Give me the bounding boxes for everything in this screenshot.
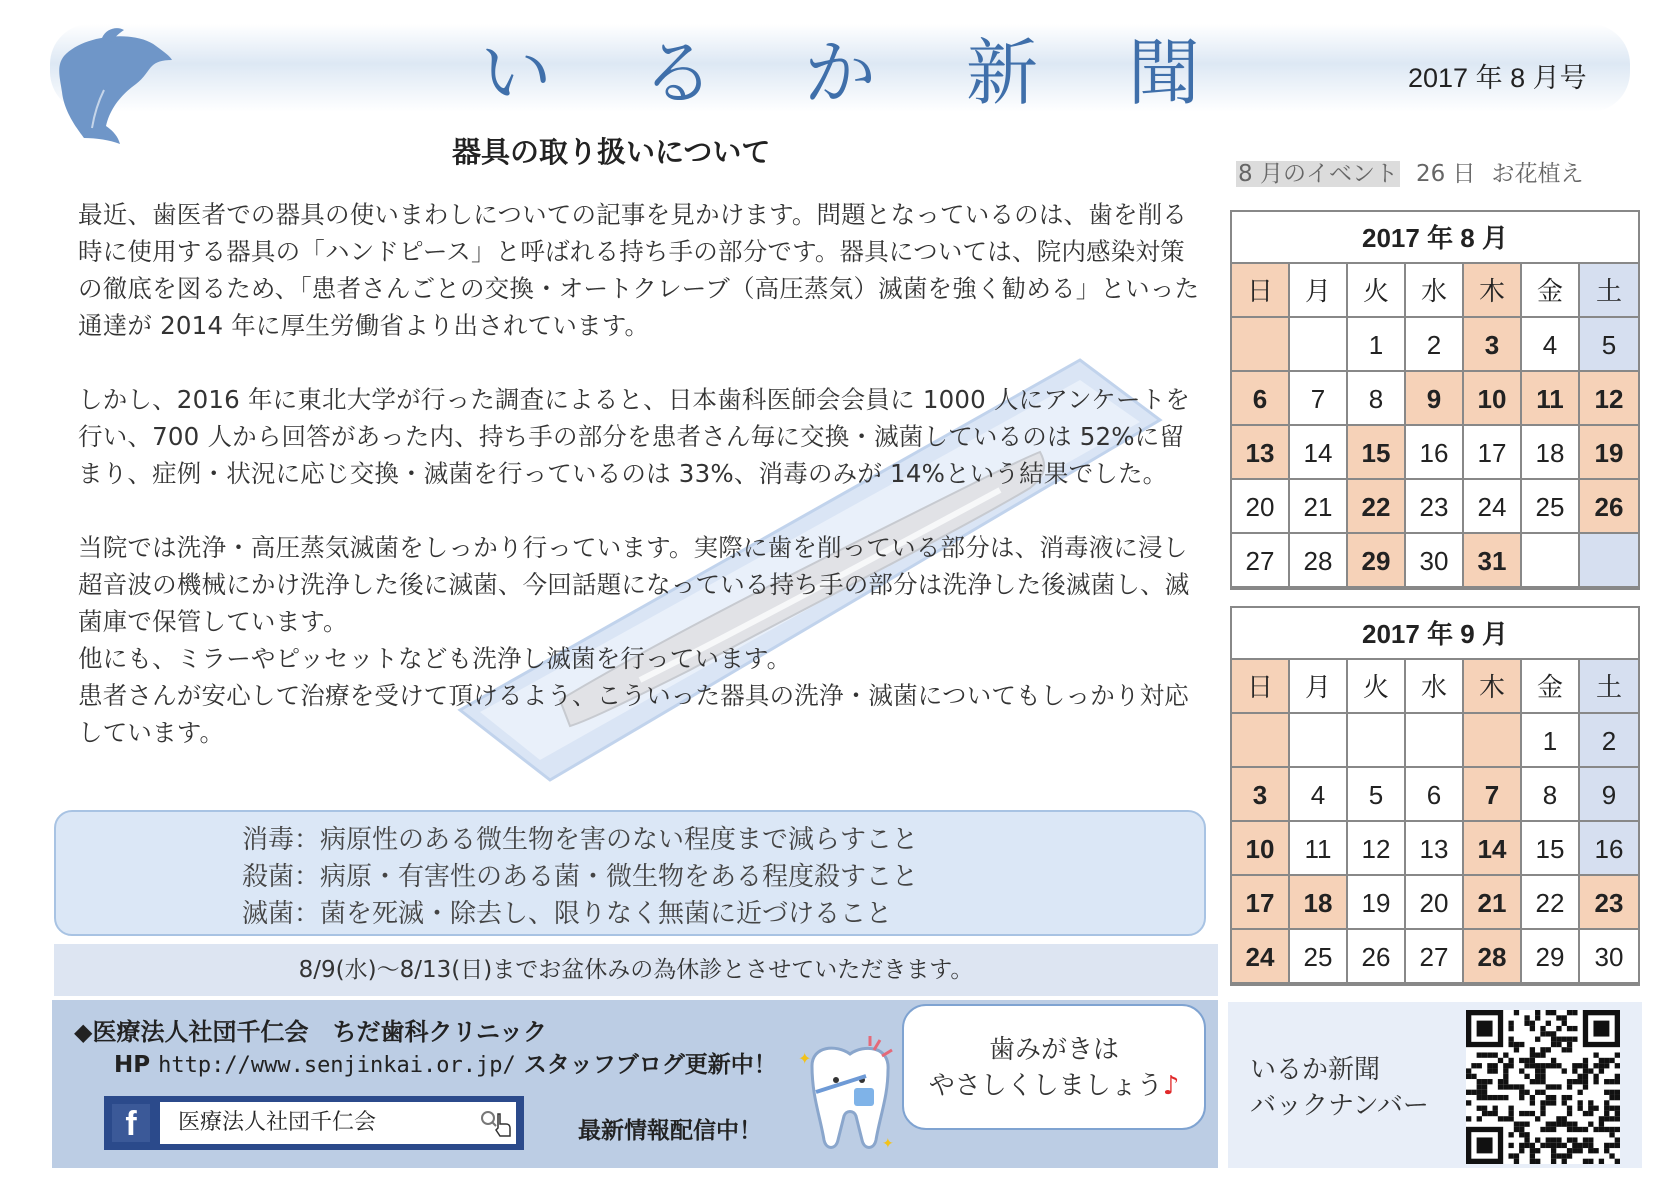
glossary-item: 消毒：病原性のある微生物を害のない程度まで減らすこと (242, 825, 919, 855)
calendar-grid (1232, 660, 1638, 984)
calendar-day: 30 (1580, 930, 1638, 984)
glossary-box (54, 810, 1206, 936)
article-body (78, 196, 1208, 751)
facebook-search-field[interactable] (160, 1102, 516, 1144)
newsletter-title (480, 22, 1200, 115)
calendar-day: 21 (1464, 876, 1522, 930)
calendar-day (1290, 318, 1348, 372)
calendar-day: 6 (1406, 768, 1464, 822)
search-pointer-icon (478, 1106, 512, 1140)
calendar-weekday: 木 (1464, 660, 1522, 714)
calendar-day: 18 (1522, 426, 1580, 480)
calendar-day: 9 (1580, 768, 1638, 822)
calendar-day: 24 (1232, 930, 1290, 984)
facebook-icon: f (112, 1104, 150, 1142)
calendar-day: 14 (1464, 822, 1522, 876)
calendar-day: 13 (1232, 426, 1290, 480)
article-paragraph: しかし、2016 年に東北大学が行った調査によると、日本歯科医師会会員に 1000 人にアンケートを行い、700 人から回答があった内、持ち手の部分を患者さん毎に交換・滅菌しているのは 52%に留まり、症例・状況に応じ交換・滅菌を行っているのは 33%、消毒のみが 14%という結果でした。 (78, 385, 1191, 488)
calendar-weekday: 金 (1522, 660, 1580, 714)
calendar-weekday: 木 (1464, 264, 1522, 318)
calendar-day: 15 (1348, 426, 1406, 480)
calendar-weekday: 月 (1290, 264, 1348, 318)
monthly-events (1236, 155, 1584, 188)
calendar-day: 5 (1580, 318, 1638, 372)
title-char: か (803, 31, 876, 115)
title-char: 聞 (1127, 31, 1200, 115)
title-char: い (480, 31, 553, 115)
article-paragraph: 他にも、ミラーやピッセットなども洗浄し滅菌を行っています。 (78, 644, 792, 673)
calendar-day: 28 (1290, 534, 1348, 588)
calendar-day: 21 (1290, 480, 1348, 534)
glossary-item: 滅菌：菌を死滅・除去し、限りなく無菌に近づけること (242, 899, 893, 929)
calendar-day: 22 (1348, 480, 1406, 534)
calendar-day: 6 (1232, 372, 1290, 426)
calendar-day: 19 (1580, 426, 1638, 480)
calendar-day: 20 (1406, 876, 1464, 930)
calendar-day: 23 (1406, 480, 1464, 534)
calendar-day: 12 (1580, 372, 1638, 426)
calendar-weekday: 火 (1348, 660, 1406, 714)
calendar-day: 30 (1406, 534, 1464, 588)
calendar-day: 17 (1232, 876, 1290, 930)
calendar-day: 25 (1522, 480, 1580, 534)
calendar-day: 14 (1290, 426, 1348, 480)
calendar-day: 11 (1522, 372, 1580, 426)
calendar-weekday: 金 (1522, 264, 1580, 318)
qr-code[interactable] (1466, 1010, 1620, 1164)
calendar-day (1348, 714, 1406, 768)
calendar-day: 31 (1464, 534, 1522, 588)
calendar-day: 4 (1522, 318, 1580, 372)
calendar-weekday: 水 (1406, 660, 1464, 714)
calendar-weekday: 火 (1348, 264, 1406, 318)
speech-bubble (902, 1004, 1206, 1130)
blog-update-text: スタッフブログ更新中！ (523, 1052, 777, 1078)
calendar-day: 2 (1406, 318, 1464, 372)
calendar-day: 15 (1522, 822, 1580, 876)
issue-date: 2017 年 8 月号 (1408, 63, 1587, 93)
clinic-homepage (114, 1046, 777, 1079)
calendar-day: 9 (1406, 372, 1464, 426)
calendar-day: 27 (1232, 534, 1290, 588)
calendar-day: 11 (1290, 822, 1348, 876)
calendar-weekday: 日 (1232, 660, 1290, 714)
calendar-day: 10 (1232, 822, 1290, 876)
calendar-day: 18 (1290, 876, 1348, 930)
calendar-day (1406, 714, 1464, 768)
calendar-day: 3 (1464, 318, 1522, 372)
calendar-day: 2 (1580, 714, 1638, 768)
hp-label: HP (114, 1052, 151, 1078)
bubble-line: 歯みがきは (988, 1035, 1119, 1065)
calendar-august (1230, 210, 1640, 590)
calendar-day: 16 (1406, 426, 1464, 480)
article-paragraph: 最近、歯医者での器具の使いまわしについての記事を見かけます。問題となっているのは、歯を削る時に使用する器具の「ハンドピース」と呼ばれる持ち手の部分です。器具については、院内感染対策の徹底を図るため、「患者さんごとの交換・オートクレーブ（高圧蒸気）滅菌を強く勧める」といった通達が 2014 年に厚生労働省より出されています。 (78, 200, 1200, 340)
calendar-day: 1 (1522, 714, 1580, 768)
calendar-title: 2017 年 9 月 (1232, 608, 1638, 660)
music-note-icon: ♪ (1162, 1071, 1180, 1101)
calendar-day: 27 (1406, 930, 1464, 984)
tooth-mascot-icon (796, 1036, 904, 1156)
calendar-day: 25 (1290, 930, 1348, 984)
calendar-day (1232, 714, 1290, 768)
bubble-line: やさしくしましょう (928, 1071, 1163, 1101)
title-char: る (641, 31, 714, 115)
latest-info-text: 最新情報配信中！ (578, 1118, 762, 1144)
calendar-weekday: 土 (1580, 660, 1638, 714)
title-char: 新 (965, 31, 1038, 115)
calendar-day: 19 (1348, 876, 1406, 930)
events-label: 8 月のイベント (1238, 161, 1398, 187)
calendar-day (1290, 714, 1348, 768)
calendar-day: 22 (1522, 876, 1580, 930)
svg-text:✦: ✦ (882, 1136, 894, 1152)
calendar-day: 24 (1464, 480, 1522, 534)
calendar-day: 26 (1348, 930, 1406, 984)
article-headline: 器具の取り扱いについて (452, 135, 771, 169)
calendar-september (1230, 606, 1640, 986)
calendar-day: 3 (1232, 768, 1290, 822)
calendar-day: 7 (1290, 372, 1348, 426)
calendar-day: 29 (1522, 930, 1580, 984)
calendar-weekday: 月 (1290, 660, 1348, 714)
article-paragraph: 患者さんが安心して治療を受けて頂けるよう、こういった器具の洗浄・滅菌についてもしっかり対応しています。 (78, 681, 1190, 747)
calendar-day: 13 (1406, 822, 1464, 876)
calendar-day: 29 (1348, 534, 1406, 588)
backnumber-line: バックナンバー (1250, 1091, 1429, 1121)
calendar-day (1232, 318, 1290, 372)
clinic-name: ◆医療法人社団千仁会 ちだ歯科クリニック (74, 1018, 548, 1046)
calendar-day: 23 (1580, 876, 1638, 930)
calendar-grid (1232, 264, 1638, 588)
calendar-day: 17 (1464, 426, 1522, 480)
calendar-day: 4 (1290, 768, 1348, 822)
calendar-weekday: 水 (1406, 264, 1464, 318)
hp-link[interactable]: http://www.senjinkai.or.jp/ (158, 1053, 516, 1078)
calendar-day (1580, 534, 1638, 588)
calendar-day: 12 (1348, 822, 1406, 876)
event-name: お花植え (1491, 161, 1584, 187)
backnumber-label (1250, 1052, 1429, 1124)
facebook-search-text: 医療法人社団千仁会 (178, 1110, 377, 1135)
facebook-search-box[interactable] (104, 1096, 524, 1150)
article-paragraph: 当院では洗浄・高圧蒸気滅菌をしっかり行っています。実際に歯を削っている部分は、消毒液に浸し超音波の機械にかけ洗浄した後に滅菌、今回話題になっている持ち手の部分は洗浄した後滅菌し、滅菌庫で保管しています。 (78, 533, 1190, 636)
calendar-day (1464, 714, 1522, 768)
calendar-weekday: 土 (1580, 264, 1638, 318)
holiday-notice: 8/9(水)～8/13(日)までお盆休みの為休診とさせていただきます。 (54, 944, 1218, 996)
calendar-day: 5 (1348, 768, 1406, 822)
calendar-day: 10 (1464, 372, 1522, 426)
calendar-day (1522, 534, 1580, 588)
calendar-day: 20 (1232, 480, 1290, 534)
dolphin-icon (44, 26, 174, 154)
calendar-weekday: 日 (1232, 264, 1290, 318)
calendar-day: 8 (1348, 372, 1406, 426)
calendar-day: 28 (1464, 930, 1522, 984)
calendar-day: 1 (1348, 318, 1406, 372)
calendar-day: 8 (1522, 768, 1580, 822)
calendar-title: 2017 年 8 月 (1232, 212, 1638, 264)
backnumber-line: いるか新聞 (1250, 1055, 1381, 1085)
calendar-day: 7 (1464, 768, 1522, 822)
event-day: 26 日 (1415, 161, 1476, 187)
glossary-item: 殺菌：病原・有害性のある菌・微生物をある程度殺すこと (242, 862, 919, 892)
calendar-day: 26 (1580, 480, 1638, 534)
calendar-day: 16 (1580, 822, 1638, 876)
svg-text:✦: ✦ (798, 1049, 812, 1068)
